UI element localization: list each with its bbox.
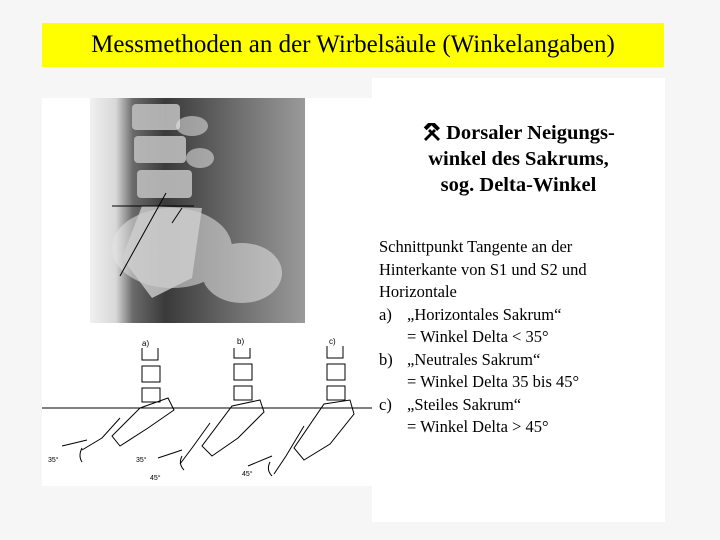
angle-label-c: 45°	[242, 471, 253, 478]
slide-title: Messmethoden an der Wirbelsäule (Winkelangaben)	[91, 31, 615, 58]
list-item-b	[379, 349, 659, 394]
list-marker: a)	[379, 304, 392, 324]
list-marker: c)	[379, 394, 392, 414]
diagram-label-c: c)	[329, 337, 336, 346]
intro-line: Horizontale	[379, 282, 457, 301]
intro-paragraph	[379, 236, 659, 304]
list-label: „Neutrales Sakrum“	[407, 349, 541, 369]
heading-line-1: Dorsaler Neigungs-	[446, 122, 615, 144]
section-heading	[372, 120, 665, 198]
diagram-label-a: a)	[142, 339, 150, 348]
intro-line: Hinterkante von S1 und S2 und	[379, 259, 587, 279]
intro-line: Schnittpunkt Tangente an der	[379, 237, 573, 256]
list-item-a	[379, 304, 659, 349]
list-label: „Steiles Sakrum“	[407, 394, 522, 414]
body-text	[379, 236, 659, 439]
diagram-label-b: b)	[237, 337, 245, 346]
angle-label-a: 35°	[48, 457, 59, 464]
heading-line-2: winkel des Sakrums,	[428, 148, 609, 170]
figure-panel	[42, 98, 372, 486]
sacrum-angle-diagram	[42, 328, 372, 486]
angle-label-b2: 45°	[150, 475, 161, 482]
title-bar	[42, 23, 664, 67]
list-marker: b)	[379, 349, 393, 369]
hammer-icon	[422, 123, 442, 141]
angle-label-b1: 35°	[136, 457, 147, 464]
list-value: = Winkel Delta < 35°	[407, 327, 549, 346]
xray-image	[42, 98, 372, 323]
text-panel	[372, 78, 665, 522]
list-item-c	[379, 394, 659, 439]
list-value: = Winkel Delta 35 bis 45°	[407, 372, 580, 391]
list-value: = Winkel Delta > 45°	[407, 417, 549, 436]
heading-line-3: sog. Delta-Winkel	[440, 174, 597, 196]
list-label: „Horizontales Sakrum“	[407, 304, 562, 324]
